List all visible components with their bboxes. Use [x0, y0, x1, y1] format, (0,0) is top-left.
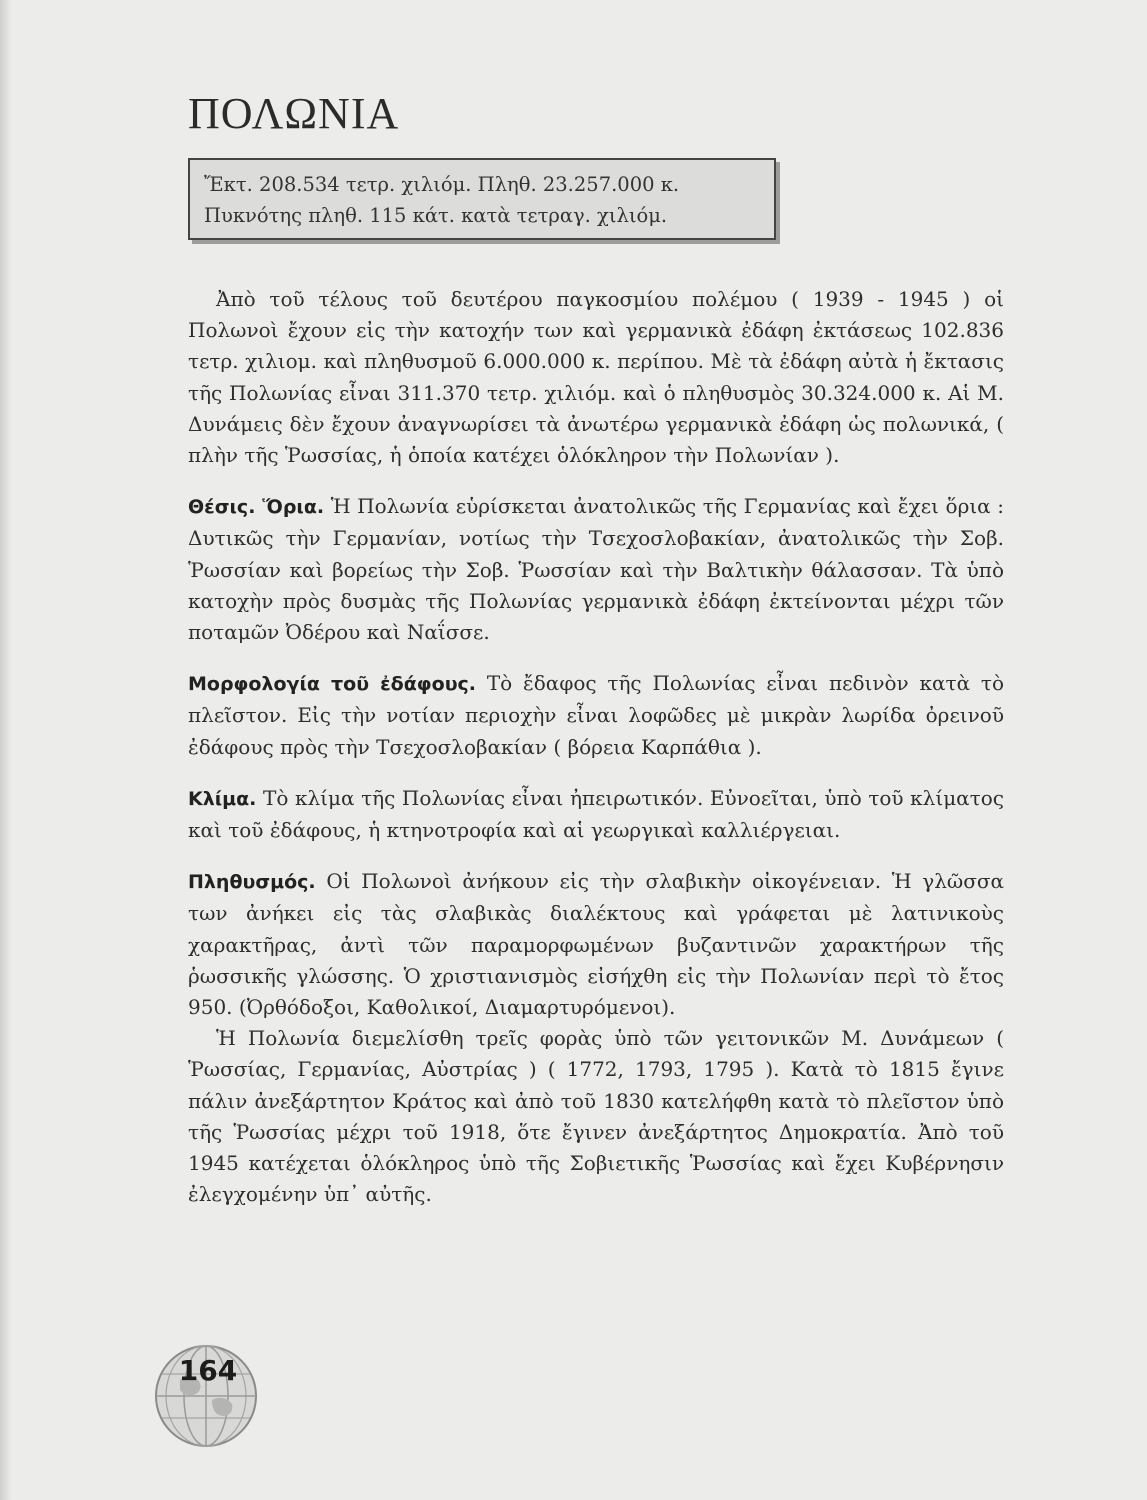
article-body	[188, 284, 1004, 1210]
intro-paragraph: Ἀπὸ τοῦ τέλους τοῦ δευτέρου παγκοσμίου πολέμου ( 1939 - 1945 ) οἱ Πολωνοὶ ἔχουν εἰς τὴν κατοχήν των καὶ γερμανικὰ ἐδάφη ἐκτάσεως 102.836 τετρ. χιλιομ. καὶ πληθυσμοῦ 6.000.000 κ. περίπου. Μὲ τὰ ἐδάφη αὐτὰ ἡ ἔκτασις τῆς Πολωνίας εἶναι 311.370 τετρ. χιλιόμ. καὶ ὁ πληθυσμὸς 30.324.000 κ. Αἱ Μ. Δυνάμεις δὲν ἔχουν ἀναγνωρίσει τὰ ἀνωτέρω γερμανικὰ ἐδάφη ὡς πολωνικά, ( πλὴν τῆς Ῥωσσίας, ἡ ὁποία κατέχει ὁλόκληρον τὴν Πολωνίαν ).	[188, 287, 1004, 468]
section-climate	[188, 783, 1004, 846]
section-position-borders	[188, 491, 1004, 648]
page-number: 164	[178, 1354, 238, 1387]
page-title: ΠΟΛΩΝΙΑ	[188, 89, 400, 138]
section-text: Ἡ Πολωνία εὑρίσκεται ἀνατολικῶς τῆς Γερμανίας καὶ ἔχει ὅρια : Δυτικῶς τὴν Γερμανίαν, νοτίως τὴν Τσεχοσλοβακίαν, ἀνατολικῶς τὴν Σοβ. Ῥωσσίαν καὶ βορείως τὴν Σοβ. Ῥωσσίαν καὶ τὴν Βαλτικὴν θάλασσαν. Τὰ ὑπὸ κατοχὴν πρὸς δυσμὰς τῆς Πολωνίας γερμανικὰ ἐδάφη ἐκτείνονται μέχρι τῶν ποταμῶν Ὀδέρου καὶ Ναΐσσε.	[188, 494, 1005, 645]
section-heading: Μορφολογία τοῦ ἐδάφους.	[188, 673, 477, 696]
history-paragraph: Ἡ Πολωνία διεμελίσθη τρεῖς φορὰς ὑπὸ τῶν γειτονικῶν Μ. Δυνάμεων ( Ῥωσσίας, Γερμανίας, Αὐστρίας ) ( 1772, 1793, 1795 ). Κατὰ τὸ 1815 ἔγινε πάλιν ἀνεξάρτητον Κράτος καὶ ἀπὸ τοῦ 1830 κατελήφθη κατὰ τὸ πλεῖστον ὑπὸ τῆς Ῥωσσίας μέχρι τοῦ 1918, ὅτε ἔγινεν ἀνεξάρτητος Δημοκρατία. Ἀπὸ τοῦ 1945 κατέχεται ὁλόκληρος ὑπὸ τῆς Σοβιετικῆς Ῥωσσίας καὶ ἔχει Κυβέρνησιν ἐλεγχομένην ὑπ᾽ αὐτῆς.	[188, 1026, 1004, 1207]
section-heading: Κλίμα.	[188, 787, 257, 810]
page-edge	[0, 0, 12, 1500]
country-stats-box	[188, 158, 776, 240]
section-text: Οἱ Πολωνοὶ ἀνήκουν εἰς τὴν σλαβικὴν οἰκογένειαν. Ἡ γλῶσσα των ἀνήκει εἰς τὰς σλαβικὰς διαλέκτους καὶ γράφεται μὲ λατινικοὺς χαρακτῆρας, ἀντὶ τῶν παραμορφωμένων βυζαντινῶν χαρακτήρων τῆς ῥωσσικῆς γλώσσης. Ὁ χριστιανισμὸς εἰσήχθη εἰς τὴν Πολωνίαν περὶ τὸ ἔτος 950. (Ὀρθόδοξοι, Καθολικοί, Διαμαρτυρόμενοι).	[188, 869, 1004, 1020]
section-text: Τὸ ἔδαφος τῆς Πολωνίας εἶναι πεδινὸν κατὰ τὸ πλεῖστον. Εἰς τὴν νοτίαν περιοχὴν εἶναι λοφῶδες μὲ μικρὰν λωρίδα ὀρεινοῦ ἐδάφους πρὸς τὴν Τσεχοσλοβακίαν ( βόρεια Καρπάθια ).	[188, 671, 1005, 759]
stats-density: Πυκνότης πληθ. 115 κάτ. κατὰ τετραγ. χιλιόμ.	[204, 204, 668, 227]
stats-area-population: Ἔκτ. 208.534 τετρ. χιλιόμ. Πληθ. 23.257.000 κ.	[204, 173, 680, 196]
section-population	[188, 866, 1004, 1023]
section-heading: Πληθυσμός.	[188, 871, 316, 894]
section-morphology	[188, 668, 1004, 763]
section-text: Τὸ κλίμα τῆς Πολωνίας εἶναι ἠπειρωτικόν. Εὐνοεῖται, ὑπὸ τοῦ κλίματος καὶ τοῦ ἐδάφους, ἡ κτηνοτροφία καὶ αἱ γεωργικαὶ καλλιέργειαι.	[188, 785, 1004, 843]
section-heading: Θέσις. Ὅρια.	[188, 496, 325, 519]
